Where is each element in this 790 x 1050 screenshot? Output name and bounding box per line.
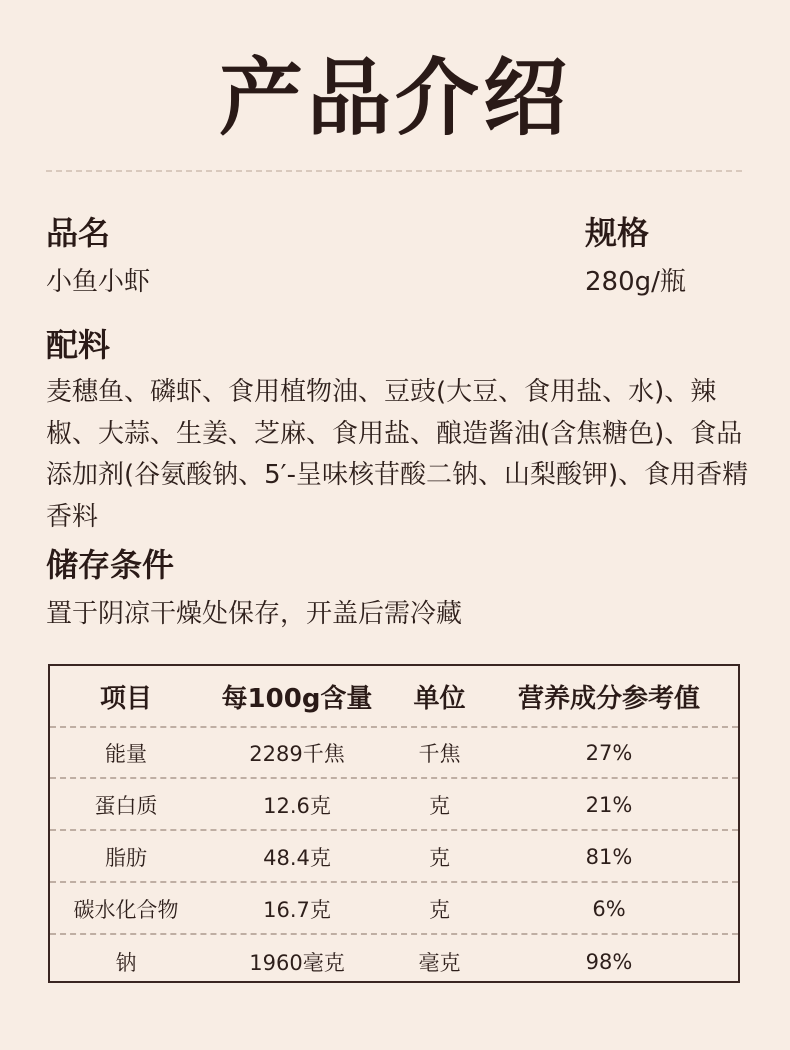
row-amount: 2289千焦 [249, 741, 345, 766]
nutrition-table-header [50, 666, 738, 728]
table-row [50, 832, 738, 883]
row-amount: 16.7克 [263, 897, 331, 922]
header-item: 项目 [99, 683, 152, 714]
header-nrv: 营养成分参考值 [517, 683, 700, 714]
product-name-value: 小鱼小虾 [46, 267, 151, 297]
table-row [50, 936, 738, 987]
row-item: 能量 [105, 741, 147, 766]
row-unit: 毫克 [418, 950, 461, 975]
row-item: 脂肪 [105, 845, 147, 870]
ingredients-text: 麦穗鱼、磷虾、食用植物油、豆豉(大豆、食用盐、水)、辣椒、大蒜、生姜、芝麻、食用盐、酿造酱油(含焦糖色)、食品添加剂(谷氨酸钠、5′-呈味核苷酸二钠、山梨酸钾)、食用香精香料 [46, 377, 749, 532]
row-nrv: 6% [592, 896, 626, 921]
table-row [50, 728, 738, 779]
nutrition-table [48, 664, 740, 983]
row-nrv: 27% [585, 740, 633, 765]
ingredients-label: 配料 [46, 326, 111, 364]
row-unit: 克 [429, 845, 450, 870]
title-divider [46, 170, 742, 172]
row-item: 碳水化合物 [73, 897, 179, 922]
page-title: 产品介绍 [218, 49, 571, 147]
specification-label: 规格 [585, 214, 650, 252]
row-unit: 克 [429, 897, 450, 922]
row-item: 蛋白质 [94, 793, 158, 818]
storage-value: 置于阴凉干燥处保存，开盖后需冷藏 [46, 599, 463, 629]
table-row [50, 884, 738, 935]
row-nrv: 98% [585, 949, 633, 974]
specification-value: 280g/瓶 [585, 267, 686, 297]
row-unit: 千焦 [418, 741, 461, 766]
row-amount: 1960毫克 [249, 950, 345, 975]
row-nrv: 21% [585, 792, 633, 817]
row-item: 钠 [115, 950, 137, 975]
row-amount: 48.4克 [263, 845, 331, 870]
table-row [50, 780, 738, 831]
storage-label: 储存条件 [46, 546, 175, 584]
header-amount: 每100g含量 [221, 683, 373, 714]
row-nrv: 81% [585, 844, 633, 869]
product-name-label: 品名 [46, 214, 111, 252]
header-unit: 单位 [413, 683, 466, 714]
row-unit: 克 [429, 793, 450, 818]
row-amount: 12.6克 [263, 793, 331, 818]
